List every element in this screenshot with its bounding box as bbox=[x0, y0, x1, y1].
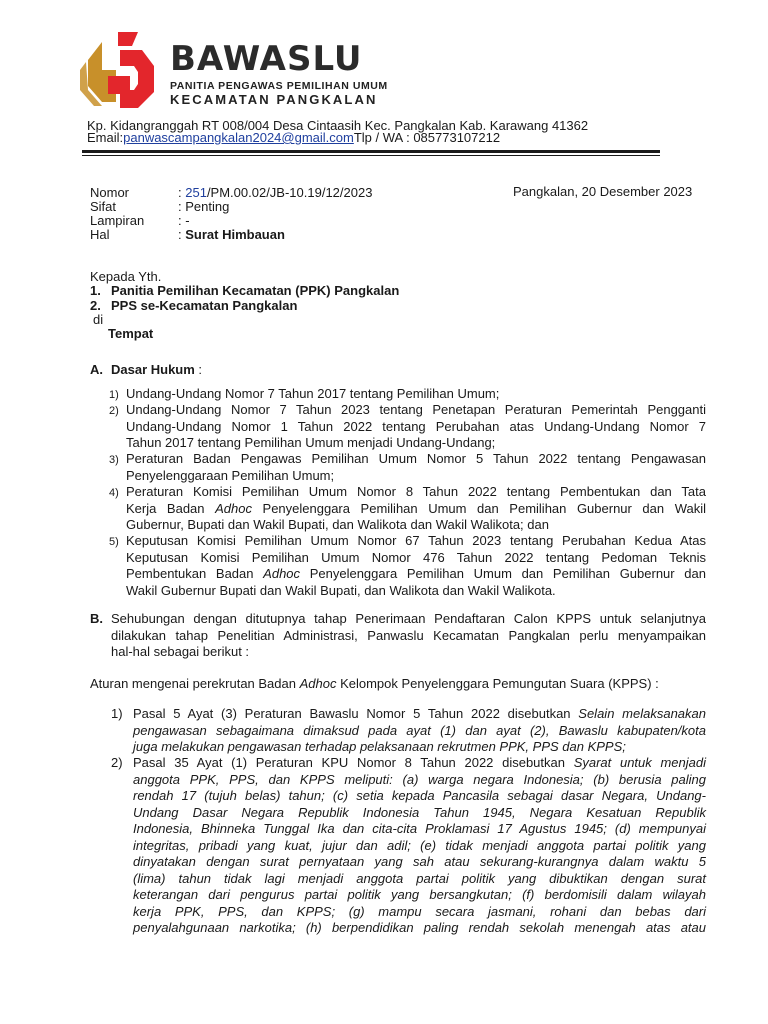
header-rule-thin bbox=[82, 155, 660, 156]
aturan-heading: Aturan mengenai perekrutan Badan Adhoc Kelompok Penyelenggara Pemungutan Suara (KPPS) : bbox=[90, 676, 659, 691]
a-item-num: 4) bbox=[109, 487, 119, 499]
address-line: Kp. Kidangranggah RT 008/004 Desa Cintaasih Kec. Pangkalan Kab. Karawang 41362 bbox=[87, 118, 589, 133]
a-item-4: Peraturan Komisi Pemilihan Umum Nomor 8 Tahun 2022 tentang Pembentukan dan Tata Kerja Badan Adhoc Penyelenggara Pemilihan Umum dan Pemilihan Gubernur dan Wakil Gubernur, Bupati dan Wakil Bupati, dan Walikota dan Wakil Walikota; dan bbox=[126, 484, 706, 532]
org-name: BAWASLU bbox=[170, 39, 363, 79]
a-item-3: Peraturan Badan Pengawas Pemilihan Umum Nomor 5 Tahun 2022 tentang Pengawasan Penyelenggaraan Pemilihan Umum; bbox=[126, 451, 706, 483]
hal-value: : Surat Himbauan bbox=[178, 227, 285, 242]
recipient-num-1: 1. bbox=[90, 283, 101, 298]
email-link[interactable]: panwascampangkalan2024@gmail.com bbox=[123, 130, 354, 145]
di-text: di bbox=[93, 312, 104, 327]
sifat-value: : Penting bbox=[178, 199, 230, 214]
lampiran-label: Lampiran bbox=[90, 213, 145, 228]
email-label: Email: bbox=[87, 130, 124, 145]
recipient-num-2: 2. bbox=[90, 298, 101, 313]
contact-line bbox=[87, 130, 500, 147]
a-item-2: Undang-Undang Nomor 7 Tahun 2023 tentang Penetapan Peraturan Pemerintah Pengganti Undang-Undang Nomor 1 Tahun 2022 tentang Perubahan atas Undang-Undang Nomor 7 Tahun 2017 tentang Pemilihan Umum menjadi Undang-Undang; bbox=[126, 402, 706, 450]
header-rule-thick bbox=[82, 150, 660, 153]
section-b-letter: B. bbox=[90, 611, 103, 626]
letter-date: Pangkalan, 20 Desember 2023 bbox=[513, 184, 693, 199]
lampiran-value: : - bbox=[178, 213, 190, 228]
hal-label: Hal bbox=[90, 227, 110, 242]
phone-text: Tlp / WA : 085773107212 bbox=[353, 130, 501, 145]
a-item-num: 5) bbox=[109, 536, 119, 548]
section-a-letter: A. bbox=[90, 362, 103, 377]
pasal-2: Pasal 35 Ayat (1) Peraturan KPU Nomor 8 Tahun 2022 disebutkan Syarat untuk menjadi anggota PPK, PPS, dan KPPS meliputi: (a) warga negara Indonesia; (b) berusia paling rendah 17 (tujuh belas) tahun; (c) setia kepada Pancasila sebagai dasar Negara, Undang- Undang Dasar Negara Republik Indonesia Tahun 1945, Negara Kesatuan Republik Indonesia, Bhinneka Tunggal Ika dan cita-cita Proklamasi 17 Agustus 1945; (d) mempunyai integritas, pribadi yang kuat, jujur dan adil; (e) tidak menjadi anggota partai politik yang dinyatakan dengan surat pernyataan yang sah atau sekurang-kurangnya dalam waktu 5 (lima) tahun tidak lagi menjadi anggota partai politik yang dibuktikan dengan surat keterangan dari pengurus partai politik yang bersangkutan; (f) berdomisili dalam wilayah kerja PPK, PPS, dan KPPS; (g) mampu secara jasmani, rohani dan bebas dari penyalahgunaan narkotika; (h) berpendidikan paling rendah sekolah menengah atas atau bbox=[133, 755, 707, 935]
a-item-num: 3) bbox=[109, 454, 119, 466]
org-subtitle: PANITIA PENGAWAS PEMILIHAN UMUM bbox=[170, 80, 388, 92]
a-item-5: Keputusan Komisi Pemilihan Umum Nomor 67 Tahun 2023 tentang Perubahan Kedua Atas Keputusan Komisi Pemilihan Umum Nomor 476 Tahun 2022 tentang Pedoman Teknis Pembentukan Badan Adhoc Penyelenggara Pemilihan Umum dan Pemilihan Gubernur dan Wakil Gubernur Bupati dan Wakil Bupati, dan Walikota dan Wakil Walikota. bbox=[126, 533, 706, 598]
section-a-title: Dasar Hukum : bbox=[111, 362, 203, 377]
bawaslu-logo-icon bbox=[80, 30, 162, 112]
nomor-label: Nomor bbox=[90, 185, 130, 200]
org-district: KECAMATAN PANGKALAN bbox=[170, 92, 378, 107]
tempat-text: Tempat bbox=[108, 326, 154, 341]
pasal-num: 2) bbox=[111, 755, 123, 770]
a-item-num: 2) bbox=[109, 405, 119, 417]
nomor-value: : 251/PM.00.02/JB-10.19/12/2023 bbox=[178, 185, 373, 200]
sifat-label: Sifat bbox=[90, 199, 117, 214]
a-item-num: 1) bbox=[109, 389, 119, 401]
section-b-text: Sehubungan dengan ditutupnya tahap Penerimaan Pendaftaran Calon KPPS untuk selanjutnya dilakukan tahap Penelitian Administrasi, Panwaslu Kecamatan Pangkalan perlu menyampaikan hal-hal sebagai berikut : bbox=[111, 611, 706, 659]
pasal-1: Pasal 5 Ayat (3) Peraturan Bawaslu Nomor 5 Tahun 2022 disebutkan Selain melaksanakan pengawasan sebagaimana dimaksud pada ayat (1) dan ayat (2), Bawaslu kabupaten/kota juga melakukan pengawasan terhadap pelaksanaan rekrutmen PPK, PPS dan KPPS; bbox=[133, 706, 706, 754]
nomor-number: 251 bbox=[185, 185, 207, 200]
pasal-num: 1) bbox=[111, 706, 123, 721]
recipient-2: PPS se-Kecamatan Pangkalan bbox=[111, 298, 298, 313]
a-item-1: Undang-Undang Nomor 7 Tahun 2017 tentang Pemilihan Umum; bbox=[126, 386, 500, 401]
kepada-text: Kepada Yth. bbox=[90, 269, 162, 284]
recipient-1: Panitia Pemilihan Kecamatan (PPK) Pangkalan bbox=[111, 283, 400, 298]
